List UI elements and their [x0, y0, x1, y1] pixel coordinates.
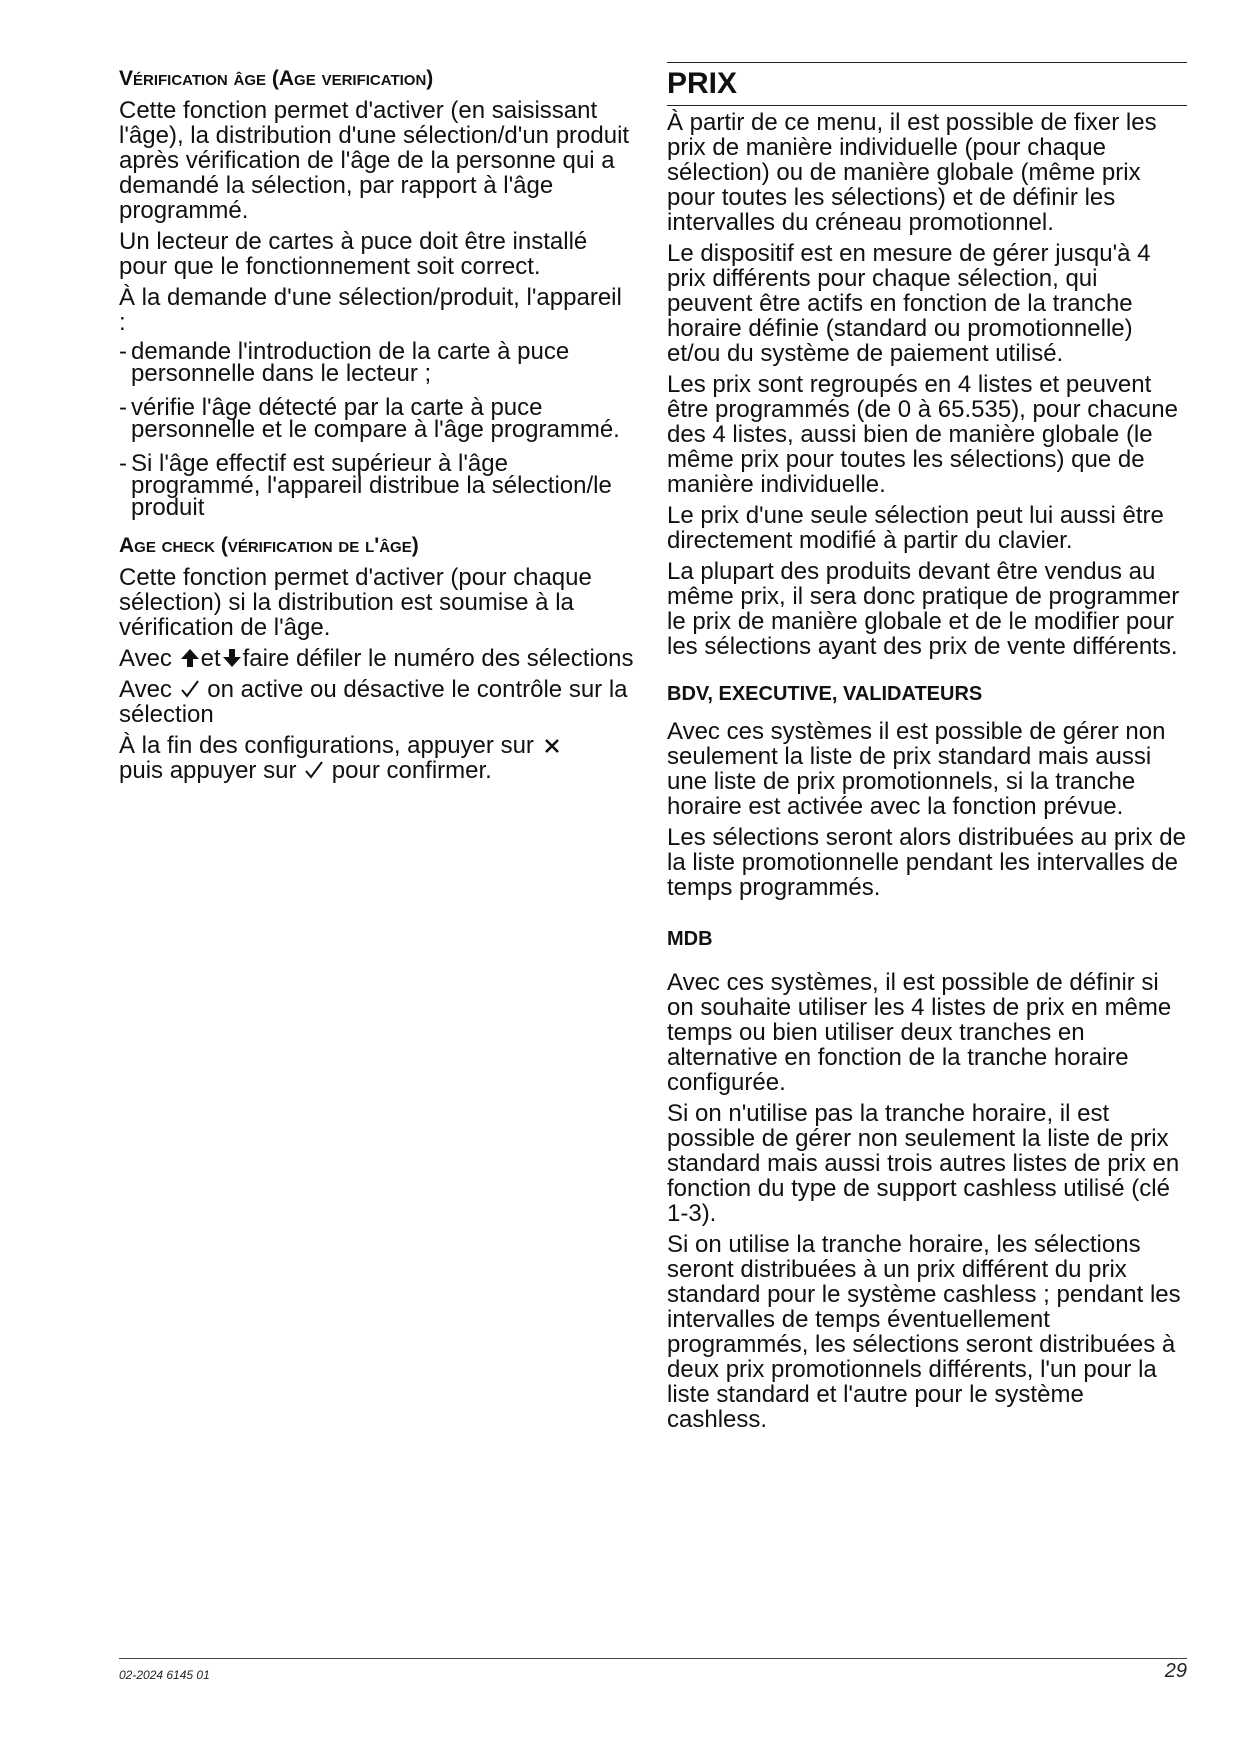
heading-age-check: Age check (vérification de l'âge) — [119, 534, 419, 557]
paragraph: Les prix sont regroupés en 4 listes et peuvent être programmés (de 0 à 65.535), pour chacune des 4 listes, aussi bien de manière globale (le même prix pour toutes les sélections) que de manière individuelle. — [667, 371, 1178, 498]
arrow-down-icon — [221, 647, 243, 669]
paragraph: Si on n'utilise pas la tranche horaire, il est possible de gérer non seulement la liste de prix standard mais aussi trois autres listes de prix en fonction du type de support cashless utilisé (clé 1-3). — [667, 1100, 1180, 1227]
paragraph: Le prix d'une seule sélection peut lui aussi être directement modifié à partir du clavier. — [667, 502, 1164, 554]
heading-age-verification: Vérification âge (Age verification) — [119, 67, 434, 90]
heading-mdb: MDB — [667, 928, 713, 950]
left-column — [119, 62, 634, 789]
paragraph: Le dispositif est en mesure de gérer jusqu'à 4 prix différents pour chaque sélection, qui peuvent être actifs en fonction de la tranche horaire définie (standard ou promotionnelle) et/ou du système de paiement utilisé. — [667, 240, 1151, 367]
paragraph: Si on utilise la tranche horaire, les sélections seront distribuées à un prix différent du prix standard pour le système cashless ; pendant les intervalles de temps éventuellement programmés, les sélections seront distribuées à deux prix promotionnels différents, l'un pour la liste standard et l'autre pour le système cashless. — [667, 1231, 1181, 1433]
paragraph: Les sélections seront alors distribuées au prix de la liste promotionnelle pendant les intervalles de temps programmés. — [667, 824, 1186, 901]
heading-bdv: BDV, EXECUTIVE, VALIDATEURS — [667, 683, 983, 705]
paragraph-confirm: À la fin des configurations, appuyer sur puis appuyer sur pour confirmer. — [119, 733, 634, 783]
list-item: - vérifie l'âge détecté par la carte à puce personnelle et le compare à l'âge programmé. — [119, 394, 620, 443]
paragraph-toggle: Avec on active ou désactive le contrôle sur la sélection — [119, 676, 628, 728]
paragraph: La plupart des produits devant être vendus au même prix, il sera donc pratique de programmer le prix de manière globale et de le modifier pour les sélections ayant des prix de vente différents. — [667, 558, 1180, 660]
paragraph: Cette fonction permet d'activer (pour chaque sélection) si la distribution est soumise à la vérification de l'âge. — [119, 564, 592, 641]
section-title-prix: PRIX — [667, 62, 1187, 106]
bullet-list — [119, 338, 634, 521]
arrow-up-icon — [179, 647, 201, 669]
paragraph: Un lecteur de cartes à puce doit être installé pour que le fonctionnement soit correct. — [119, 228, 588, 280]
page-number: 29 — [1164, 1660, 1187, 1682]
paragraph-scroll: Avec et faire défiler le numéro des sélections — [119, 645, 634, 672]
paragraph: Cette fonction permet d'activer (en saisissant l'âge), la distribution d'une sélection/d'un produit après vérification de l'âge de la personne qui a demandé la sélection, par rapport à l'âge programmé. — [119, 97, 630, 224]
footer-divider — [119, 1658, 1187, 1659]
cross-icon — [541, 734, 563, 756]
paragraph: Avec ces systèmes, il est possible de définir si on souhaite utiliser les 4 listes de prix en même temps ou bien utiliser deux tranches en alternative en fonction de la tranche horaire configurée. — [667, 969, 1172, 1096]
right-column — [667, 62, 1187, 1438]
list-item: - Si l'âge effectif est supérieur à l'âge programmé, l'appareil distribue la sélection/le produit — [119, 450, 612, 521]
check-icon — [303, 759, 325, 781]
list-item: - demande l'introduction de la carte à puce personnelle dans le lecteur ; — [119, 338, 570, 387]
paragraph: À partir de ce menu, il est possible de fixer les prix de manière individuelle (pour chaque sélection) ou de manière globale (même prix pour toutes les sélections) et de définir les intervalles du créneau promotionnel. — [667, 109, 1157, 236]
paragraph: Avec ces systèmes il est possible de gérer non seulement la liste de prix standard mais aussi une liste de prix promotionnels, si la tranche horaire est activée avec la fonction prévue. — [667, 718, 1166, 820]
check-icon — [179, 678, 201, 700]
paragraph: À la demande d'une sélection/produit, l'appareil : — [119, 284, 622, 336]
document-code: 02-2024 6145 01 — [119, 1668, 210, 1682]
